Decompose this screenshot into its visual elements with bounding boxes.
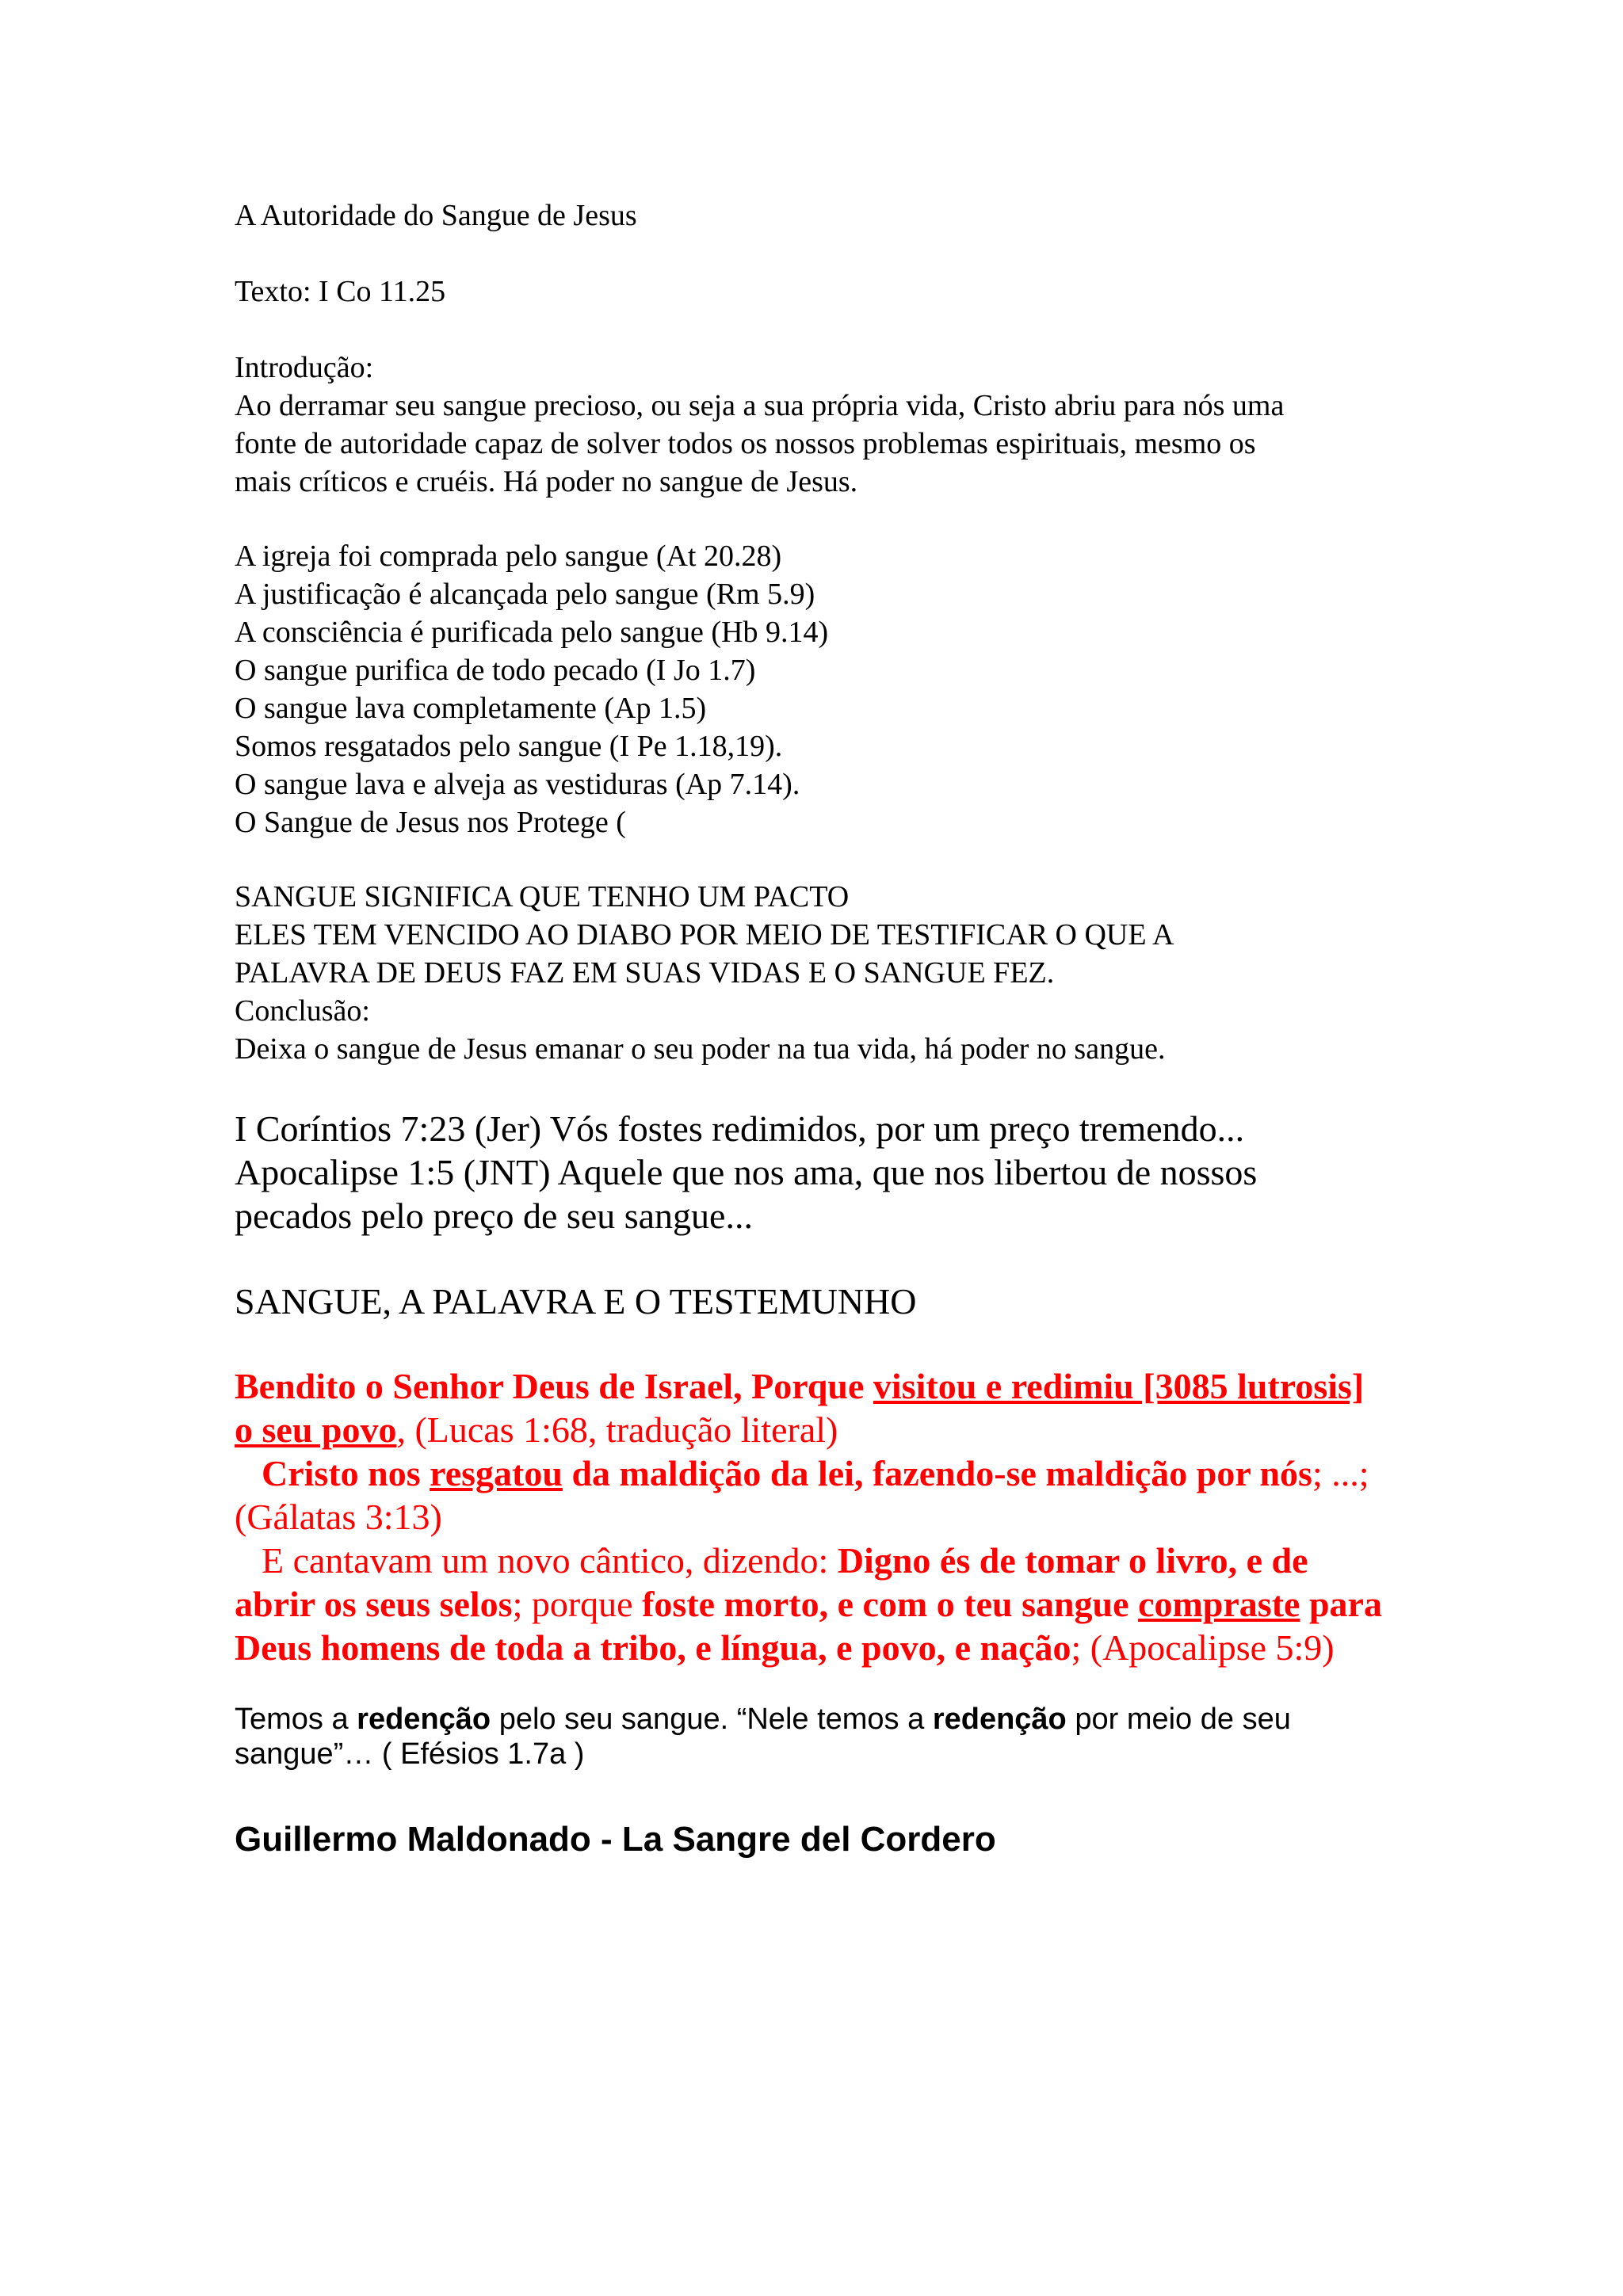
- verses-block: [235, 1107, 1423, 1238]
- list-item: A igreja foi comprada pelo sangue (At 20.28): [235, 540, 782, 573]
- redemption-text: pelo seu sangue. “Nele temos a: [491, 1703, 933, 1736]
- introduction-heading: Introdução:: [235, 351, 374, 384]
- list-item: A consciência é purificada pelo sangue (Hb 9.14): [235, 616, 829, 649]
- scripture-text: abrir os seus selos: [235, 1584, 513, 1624]
- document-title: A Autoridade do Sangue de Jesus: [235, 199, 637, 232]
- text-reference: Texto: I Co 11.25: [235, 275, 446, 308]
- scripture-reference: , (Lucas 1:68, tradução literal): [396, 1409, 838, 1450]
- scripture-text: Digno és de tomar o livro, e de: [837, 1540, 1308, 1581]
- introduction-line: Ao derramar seu sangue precioso, ou seja a sua própria vida, Cristo abriu para nós uma: [235, 389, 1285, 422]
- scripture-line: [235, 1364, 1423, 1408]
- redemption-text: por meio de seu: [1066, 1703, 1291, 1736]
- caps-line: SANGUE SIGNIFICA QUE TENHO UM PACTO: [235, 880, 850, 913]
- scripture-text: para: [1300, 1584, 1382, 1624]
- scripture-line: [235, 1451, 1423, 1495]
- scripture-text: Bendito o Senhor Deus de Israel, Porque: [235, 1366, 873, 1406]
- scripture-line: [235, 1582, 1423, 1626]
- scripture-underlined: visitou e redimiu [3085 lutrosis]: [873, 1366, 1365, 1406]
- verse-line: I Coríntios 7:23 (Jer) Vós fostes redimidos, por um preço tremendo...: [235, 1108, 1245, 1149]
- scripture-underlined: compraste: [1138, 1584, 1300, 1624]
- list-item: O sangue purifica de todo pecado (I Jo 1.7): [235, 654, 756, 687]
- list-item: Somos resgatados pelo sangue (I Pe 1.18,19).: [235, 730, 783, 763]
- scripture-text: foste morto, e com o teu sangue: [642, 1584, 1139, 1624]
- conclusion-heading: Conclusão:: [235, 994, 370, 1028]
- scripture-text: Deus homens de toda a tribo, e língua, e povo, e nação: [235, 1627, 1071, 1668]
- introduction-line: mais críticos e cruéis. Há poder no sangue de Jesus.: [235, 465, 858, 498]
- scripture-line: [235, 1626, 1423, 1669]
- verse-line: pecados pelo preço de seu sangue...: [235, 1196, 753, 1236]
- caps-statement-block: [235, 878, 1423, 1068]
- redemption-line: [235, 1702, 1423, 1737]
- scripture-text: ; porque: [512, 1584, 643, 1624]
- redemption-paragraph: [235, 1702, 1423, 1772]
- list-item: O Sangue de Jesus nos Protege (: [235, 806, 626, 839]
- scripture-text: Cristo nos: [262, 1453, 430, 1493]
- scripture-text: da maldição da lei, fazendo-se maldição por nós: [562, 1453, 1312, 1493]
- author-heading: Guillermo Maldonado - La Sangre del Cordero: [235, 1820, 996, 1859]
- redemption-line: sangue”… ( Efésios 1.7a ): [235, 1737, 585, 1771]
- scripture-text: ; ...;: [1312, 1453, 1369, 1493]
- scripture-line: [235, 1495, 1423, 1539]
- red-scripture-block: [235, 1364, 1423, 1669]
- scripture-line: [235, 1408, 1423, 1451]
- introduction-line: fonte de autoridade capaz de solver todos os nossos problemas espirituais, mesmo os: [235, 427, 1256, 460]
- caps-line: PALAVRA DE DEUS FAZ EM SUAS VIDAS E O SANGUE FEZ.: [235, 956, 1055, 990]
- scripture-underlined: resgatou: [430, 1453, 563, 1493]
- redemption-bold: redenção: [357, 1703, 491, 1736]
- caps-line: ELES TEM VENCIDO AO DIABO POR MEIO DE TESTIFICAR O QUE A: [235, 918, 1174, 952]
- scripture-reference: (Gálatas 3:13): [235, 1497, 442, 1537]
- introduction-section: [235, 349, 1423, 501]
- section-heading: SANGUE, A PALAVRA E O TESTEMUNHO: [235, 1281, 917, 1322]
- redemption-bold: redenção: [932, 1703, 1067, 1736]
- scripture-underlined: o seu povo: [235, 1409, 397, 1450]
- scripture-reference: ; (Apocalipse 5:9): [1071, 1627, 1335, 1668]
- scripture-line: [235, 1539, 1423, 1582]
- conclusion-text: Deixa o sangue de Jesus emanar o seu poder na tua vida, há poder no sangue.: [235, 1032, 1166, 1066]
- redemption-text: Temos a: [235, 1703, 357, 1736]
- verse-line: Apocalipse 1:5 (JNT) Aquele que nos ama, que nos libertou de nossos: [235, 1152, 1258, 1192]
- list-item: O sangue lava completamente (Ap 1.5): [235, 692, 707, 725]
- list-item: O sangue lava e alveja as vestiduras (Ap 7.14).: [235, 768, 800, 801]
- list-item: A justificação é alcançada pelo sangue (Rm 5.9): [235, 578, 815, 611]
- blood-list: [235, 537, 1423, 841]
- scripture-text: E cantavam um novo cântico, dizendo:: [262, 1540, 838, 1581]
